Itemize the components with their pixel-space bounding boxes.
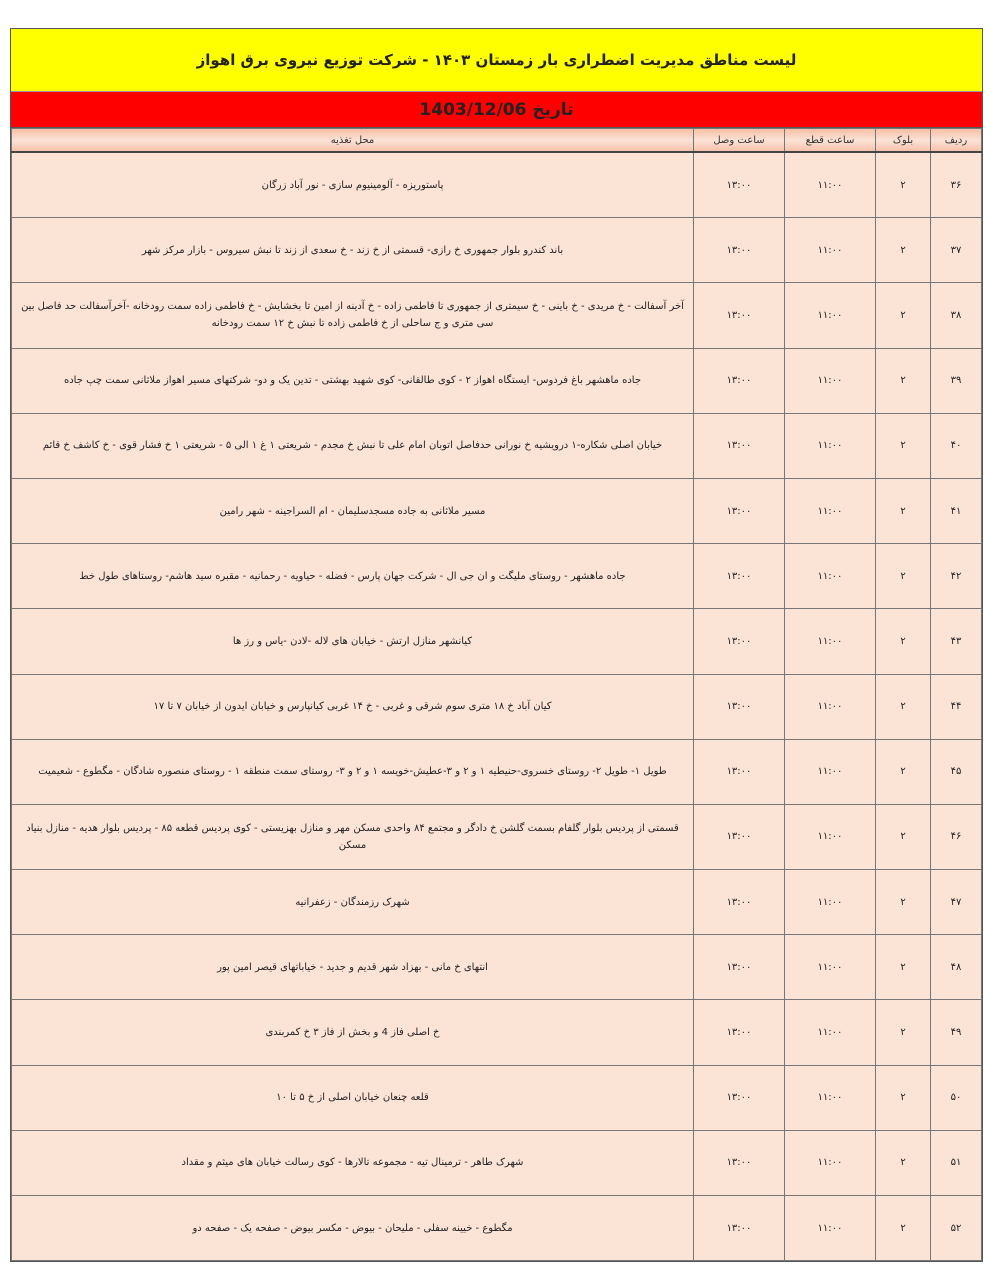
date-banner: تاریخ 1403/12/06 — [11, 92, 982, 128]
row-number-cell: ۴۴ — [931, 674, 982, 739]
block-cell: ۲ — [876, 413, 931, 478]
block-cell: ۲ — [876, 935, 931, 1000]
connect-time-cell: ۱۳:۰۰ — [694, 152, 785, 218]
block-cell: ۲ — [876, 1130, 931, 1195]
cut-time-cell: ۱۱:۰۰ — [785, 674, 876, 739]
cut-time-cell: ۱۱:۰۰ — [785, 152, 876, 218]
row-number-cell: ۴۳ — [931, 609, 982, 674]
outage-schedule-sheet — [10, 28, 983, 1262]
row-number-cell: ۳۸ — [931, 283, 982, 348]
table-row — [12, 609, 982, 674]
location-cell: جاده ماهشهر باغ فردوس- ایستگاه اهواز ۲ - کوی طالقانی- کوی شهید بهشتی - تدین یک و دو- شرکتهای مسیر اهواز ملاثانی سمت چپ جاده — [12, 348, 694, 413]
row-number-cell: ۴۷ — [931, 870, 982, 935]
cut-time-cell: ۱۱:۰۰ — [785, 739, 876, 804]
location-cell: قسمتی از پردیس بلوار گلفام بسمت گلشن خ دادگر و مجتمع ۸۴ واحدی مسکن مهر و منازل بهزیستی - کوی پردیس قطعه ۸۵ - پردیس بلوار هدیه - منازل بنیاد مسکن — [12, 804, 694, 869]
connect-time-cell: ۱۳:۰۰ — [694, 348, 785, 413]
block-cell: ۲ — [876, 283, 931, 348]
row-number-cell: ۳۷ — [931, 218, 982, 283]
connect-time-cell: ۱۳:۰۰ — [694, 674, 785, 739]
table-row — [12, 348, 982, 413]
table-row — [12, 804, 982, 869]
cut-time-cell: ۱۱:۰۰ — [785, 218, 876, 283]
row-number-cell: ۵۱ — [931, 1130, 982, 1195]
table-row — [12, 1000, 982, 1065]
connect-time-cell: ۱۳:۰۰ — [694, 1065, 785, 1130]
cut-time-cell: ۱۱:۰۰ — [785, 1196, 876, 1261]
location-cell: شهرک رزمندگان - زعفرانیه — [12, 870, 694, 935]
block-cell: ۲ — [876, 1065, 931, 1130]
row-number-cell: ۴۸ — [931, 935, 982, 1000]
table-row — [12, 1196, 982, 1261]
connect-time-cell: ۱۳:۰۰ — [694, 609, 785, 674]
document-title: لیست مناطق مدیریت اضطراری بار زمستان ۱۴۰۳ - شرکت توزیع نیروی برق اهواز — [11, 29, 982, 92]
table-row — [12, 674, 982, 739]
cut-time-cell: ۱۱:۰۰ — [785, 804, 876, 869]
location-cell: جاده ماهشهر - روستای ملیگت و ان جی ال - شرکت جهان پارس - فضله - حیاویه - رحمانیه - مقبره سید هاشم- روستاهای طول خط — [12, 544, 694, 609]
cut-time-cell: ۱۱:۰۰ — [785, 935, 876, 1000]
location-cell: کیان آباد خ ۱۸ متری سوم شرقی و غربی - خ ۱۴ غربی کیانپارس و خیابان ایدون از خیابان ۷ تا ۱۷ — [12, 674, 694, 739]
connect-time-cell: ۱۳:۰۰ — [694, 1130, 785, 1195]
location-cell: آخر آسفالت - خ مریدی - خ باینی - خ سیمتری از جمهوری تا فاطمی زاده - خ آدینه از امین تا بخشایش - خ فاطمی زاده سمت رودخانه -آخرآسفالت حد فاصل بین سی متری و ج ساحلی از خ فاطمی زاده تا نبش خ ۱۲ سمت رودخانه — [12, 283, 694, 348]
location-cell: قلعه چنعان خیابان اصلی از خ ۵ تا ۱۰ — [12, 1065, 694, 1130]
cut-time-cell: ۱۱:۰۰ — [785, 1130, 876, 1195]
table-row — [12, 152, 982, 218]
row-number-cell: ۳۹ — [931, 348, 982, 413]
connect-time-cell: ۱۳:۰۰ — [694, 804, 785, 869]
block-cell: ۲ — [876, 739, 931, 804]
block-cell: ۲ — [876, 1000, 931, 1065]
block-cell: ۲ — [876, 1196, 931, 1261]
row-number-cell: ۵۲ — [931, 1196, 982, 1261]
location-cell: پاستوریزه - آلومینیوم سازی - نور آباد زرگان — [12, 152, 694, 218]
table-row — [12, 478, 982, 543]
location-cell: طویل ۱- طویل ۲- روستای خسروی-حنیطیه ۱ و ۲ و ۳-عطیش-خویسه ۱ و ۲ و ۳- روستای سمت منطقه ۱ - روستای منصوره شادگان - مگطوع - شعیمیت — [12, 739, 694, 804]
block-cell: ۲ — [876, 348, 931, 413]
location-cell: خ اصلی فاز 4 و بخش از فاز ۳ خ کمربندی — [12, 1000, 694, 1065]
connect-time-cell: ۱۳:۰۰ — [694, 1000, 785, 1065]
connect-time-cell: ۱۳:۰۰ — [694, 283, 785, 348]
header-row — [12, 129, 982, 153]
cut-time-cell: ۱۱:۰۰ — [785, 1000, 876, 1065]
connect-time-cell: ۱۳:۰۰ — [694, 413, 785, 478]
location-cell: کیانشهر منازل ارتش - خیابان های لاله -لادن -یاس و رز ها — [12, 609, 694, 674]
row-number-cell: ۴۲ — [931, 544, 982, 609]
table-row — [12, 870, 982, 935]
row-number-cell: ۴۵ — [931, 739, 982, 804]
row-number-cell: ۴۰ — [931, 413, 982, 478]
outage-table — [11, 128, 982, 1261]
row-number-cell: ۴۱ — [931, 478, 982, 543]
cut-time-cell: ۱۱:۰۰ — [785, 870, 876, 935]
table-row — [12, 1065, 982, 1130]
block-cell: ۲ — [876, 478, 931, 543]
location-cell: شهرک طاهر - ترمینال تیه - مجموعه تالارها - کوی رسالت خیابان های میثم و مقداد — [12, 1130, 694, 1195]
location-cell: باند کندرو بلوار جمهوری خ رازی- قسمتی از خ زند - خ سعدی از زند تا نبش سیروس - بازار مرکز شهر — [12, 218, 694, 283]
table-row — [12, 413, 982, 478]
cut-time-cell: ۱۱:۰۰ — [785, 1065, 876, 1130]
col-block: بلوک — [876, 129, 931, 153]
location-cell: مسیر ملاثانی به جاده مسجدسلیمان - ام السراجینه - شهر رامین — [12, 478, 694, 543]
cut-time-cell: ۱۱:۰۰ — [785, 478, 876, 543]
block-cell: ۲ — [876, 152, 931, 218]
col-row: ردیف — [931, 129, 982, 153]
cut-time-cell: ۱۱:۰۰ — [785, 609, 876, 674]
block-cell: ۲ — [876, 674, 931, 739]
table-row — [12, 739, 982, 804]
table-row — [12, 935, 982, 1000]
connect-time-cell: ۱۳:۰۰ — [694, 739, 785, 804]
connect-time-cell: ۱۳:۰۰ — [694, 935, 785, 1000]
row-number-cell: ۴۶ — [931, 804, 982, 869]
col-connect-time: ساعت وصل — [694, 129, 785, 153]
connect-time-cell: ۱۳:۰۰ — [694, 478, 785, 543]
block-cell: ۲ — [876, 218, 931, 283]
cut-time-cell: ۱۱:۰۰ — [785, 348, 876, 413]
row-number-cell: ۵۰ — [931, 1065, 982, 1130]
connect-time-cell: ۱۳:۰۰ — [694, 218, 785, 283]
cut-time-cell: ۱۱:۰۰ — [785, 544, 876, 609]
col-cut-time: ساعت قطع — [785, 129, 876, 153]
block-cell: ۲ — [876, 804, 931, 869]
col-location: محل تغذیه — [12, 129, 694, 153]
table-row — [12, 218, 982, 283]
table-row — [12, 1130, 982, 1195]
table-row — [12, 283, 982, 348]
location-cell: مگطوع - خیینه سفلی - ملیحان - بیوض - مکسر بیوض - صفحه یک - صفحه دو — [12, 1196, 694, 1261]
row-number-cell: ۳۶ — [931, 152, 982, 218]
block-cell: ۲ — [876, 544, 931, 609]
block-cell: ۲ — [876, 609, 931, 674]
location-cell: خیابان اصلی شکاره-۱ درویشیه خ نورانی حدفاصل اتوبان امام علی تا نبش خ مجدم - شریعتی ۱ غ ۱ الی ۵ - شریعتی ۱ خ فشار قوی - خ کاشف خ قائم — [12, 413, 694, 478]
block-cell: ۲ — [876, 870, 931, 935]
table-row — [12, 544, 982, 609]
connect-time-cell: ۱۳:۰۰ — [694, 1196, 785, 1261]
connect-time-cell: ۱۳:۰۰ — [694, 870, 785, 935]
connect-time-cell: ۱۳:۰۰ — [694, 544, 785, 609]
cut-time-cell: ۱۱:۰۰ — [785, 283, 876, 348]
cut-time-cell: ۱۱:۰۰ — [785, 413, 876, 478]
row-number-cell: ۴۹ — [931, 1000, 982, 1065]
location-cell: انتهای خ مانی - بهزاد شهر قدیم و جدید - خیاباتهای قیصر امین پور — [12, 935, 694, 1000]
